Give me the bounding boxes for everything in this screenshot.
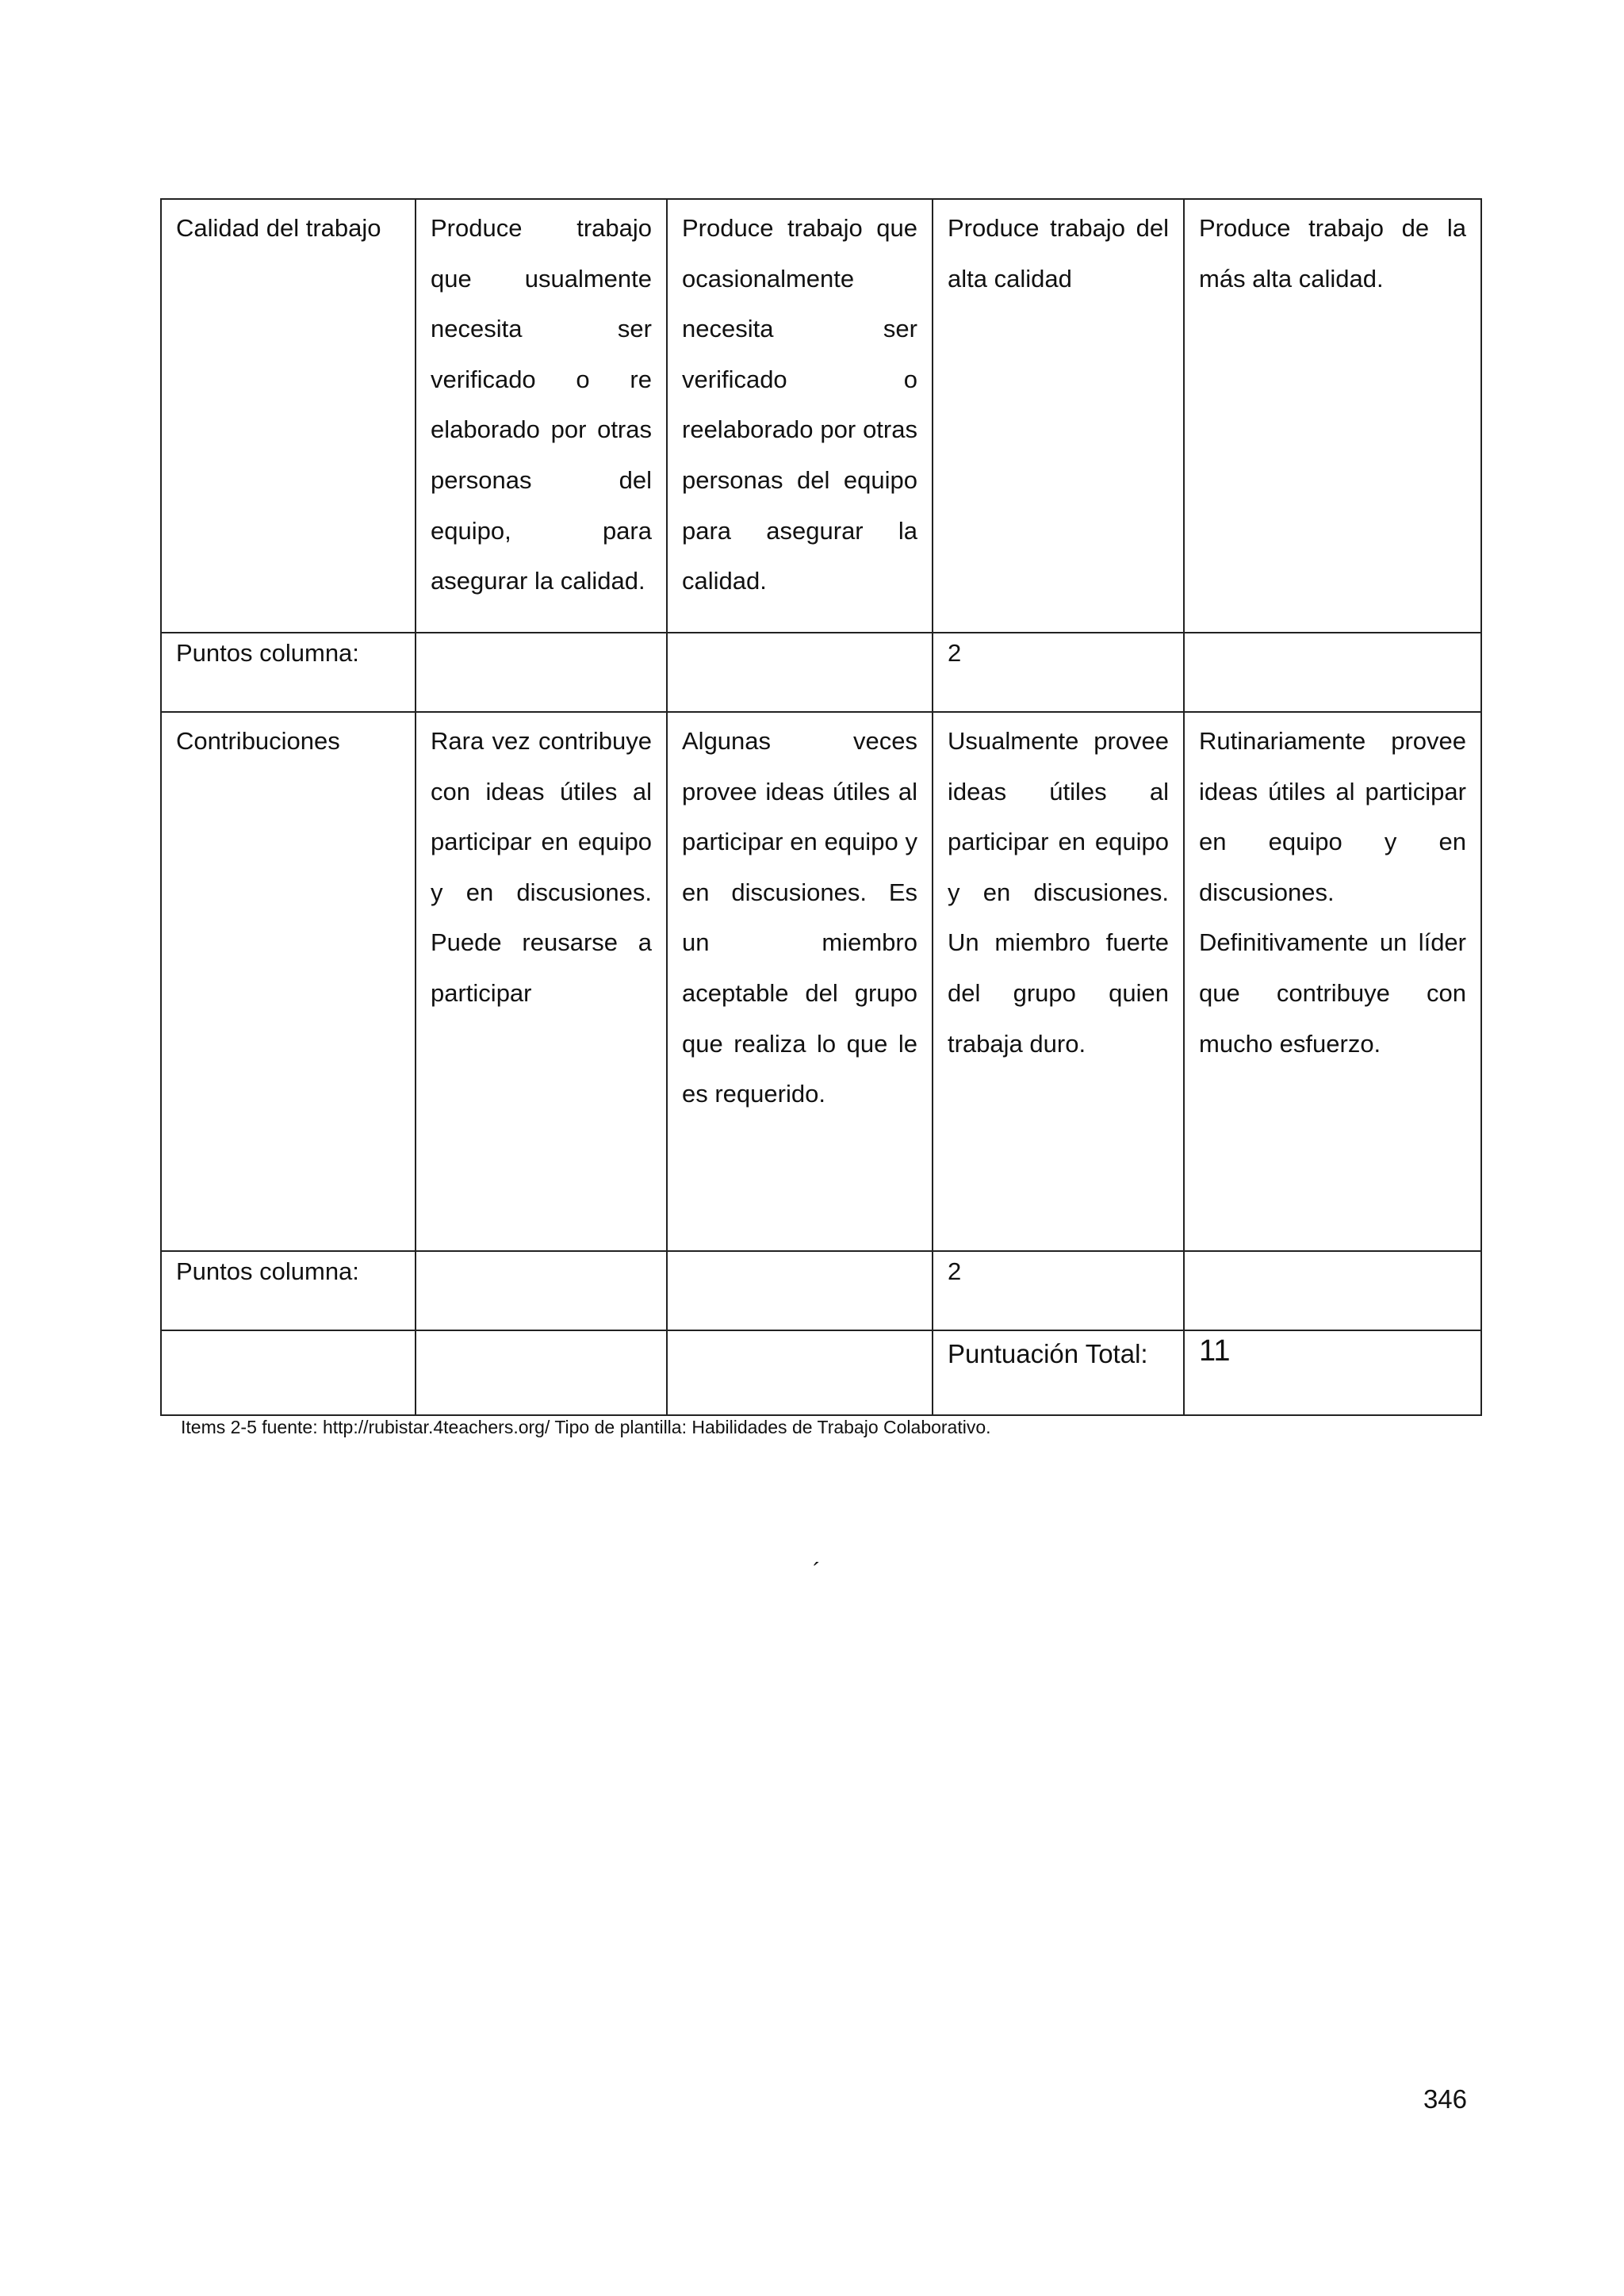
points-cell <box>667 633 933 712</box>
quality-level-1: Produce trabajo que usualmente necesita ser verificado o re elaborado por otras personas del equipo, para asegurar la calidad. <box>416 199 667 633</box>
contributions-level-1: Rara vez contribuye con ideas útiles al participar en equipo y en discusiones. Puede reusarse a participar <box>416 712 667 1251</box>
points-cell: 2 <box>933 1251 1184 1330</box>
rubric-row-points-contributions <box>161 1251 1481 1330</box>
total-score-label: Puntuación Total: <box>933 1330 1184 1415</box>
contributions-level-2: Algunas veces provee ideas útiles al participar en equipo y en discusiones. Es un miembro aceptable del grupo que realiza lo que le es requerido. <box>667 712 933 1251</box>
criterion-label-quality: Calidad del trabajo <box>161 199 416 633</box>
points-cell <box>1184 633 1481 712</box>
points-cell: 2 <box>933 633 1184 712</box>
total-score-value: 11 <box>1184 1330 1481 1415</box>
empty-cell <box>161 1330 416 1415</box>
stray-accent-mark: ´ <box>813 1559 821 1585</box>
rubric-table <box>160 198 1482 1416</box>
rubric-row-contributions <box>161 712 1481 1251</box>
quality-level-4: Produce trabajo de la más alta calidad. <box>1184 199 1481 633</box>
points-label: Puntos columna: <box>161 1251 416 1330</box>
rubric-row-total <box>161 1330 1481 1415</box>
empty-cell <box>416 1330 667 1415</box>
points-cell <box>667 1251 933 1330</box>
empty-cell <box>667 1330 933 1415</box>
quality-level-2: Produce trabajo que ocasionalmente necesita ser verificado o reelaborado por otras personas del equipo para asegurar la calidad. <box>667 199 933 633</box>
page-number: 346 <box>1423 2084 1467 2114</box>
rubric-row-points-quality <box>161 633 1481 712</box>
contributions-level-4: Rutinariamente provee ideas útiles al participar en equipo y en discusiones. Definitivamente un líder que contribuye con mucho esfuerzo. <box>1184 712 1481 1251</box>
quality-level-3: Produce trabajo del alta calidad <box>933 199 1184 633</box>
points-cell <box>416 1251 667 1330</box>
points-cell <box>1184 1251 1481 1330</box>
criterion-label-contributions: Contribuciones <box>161 712 416 1251</box>
contributions-level-3: Usualmente provee ideas útiles al participar en equipo y en discusiones. Un miembro fuerte del grupo quien trabaja duro. <box>933 712 1184 1251</box>
points-cell <box>416 633 667 712</box>
source-footnote: Items 2-5 fuente: http://rubistar.4teachers.org/ Tipo de plantilla: Habilidades de Trabajo Colaborativo. <box>181 1417 991 1437</box>
rubric-row-quality <box>161 199 1481 633</box>
points-label: Puntos columna: <box>161 633 416 712</box>
